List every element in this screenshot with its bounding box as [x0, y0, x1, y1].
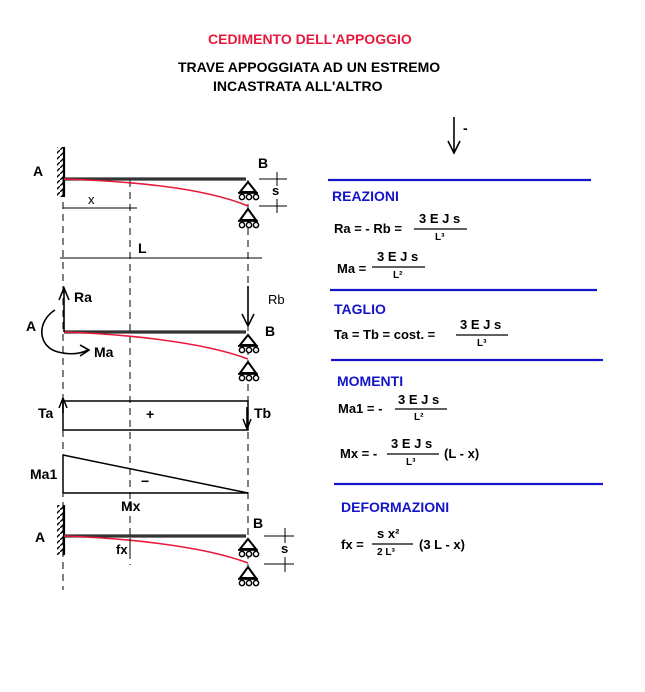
label-a-3: A — [35, 529, 46, 545]
ta-lhs: Ta = Tb = cost. = — [334, 327, 436, 342]
diagram-2-support-b-original — [238, 335, 259, 353]
label-tb: Tb — [254, 405, 272, 421]
diagram-3-support-b-settled — [238, 567, 259, 586]
diagram-2-support-b-settled — [238, 362, 259, 381]
mx-tail: (L - x) — [444, 446, 480, 461]
ta-numerator: 3 E J s — [460, 317, 502, 332]
diagram-2-beam — [64, 332, 248, 359]
mx-lhs: Mx = - — [340, 446, 378, 461]
label-a-2: A — [26, 318, 37, 334]
label-ra: Ra — [74, 289, 92, 305]
fx-tail: (3 L - x) — [419, 537, 465, 552]
label-rb: Rb — [268, 292, 285, 307]
label-ta: Ta — [38, 405, 54, 421]
label-x: x — [88, 192, 95, 207]
label-L: L — [138, 240, 147, 256]
subtitle-line1: TRAVE APPOGGIATA AD UN ESTREMO — [178, 59, 441, 75]
label-b-1: B — [258, 155, 269, 171]
ma-denominator: L² — [393, 270, 403, 281]
heading-taglio: TAGLIO — [334, 301, 386, 317]
label-a-1: A — [33, 163, 44, 179]
ra-denominator: L³ — [435, 232, 445, 243]
ma1-lhs: Ma1 = - — [338, 401, 383, 416]
ra-lhs: Ra = - Rb = — [334, 221, 402, 236]
diagram-1-beam — [57, 147, 248, 206]
moment-sign: − — [141, 473, 150, 489]
subtitle-line2: INCASTRATA ALL'ALTRO — [213, 78, 383, 94]
label-ma1: Ma1 — [30, 466, 58, 482]
label-mx: Mx — [121, 498, 141, 514]
mx-numerator: 3 E J s — [391, 436, 433, 451]
mx-denominator: L³ — [406, 457, 416, 468]
label-s-3: s — [281, 541, 289, 556]
reaction-ra-arrow — [59, 288, 69, 332]
moment-diagram — [63, 455, 248, 493]
ra-numerator: 3 E J s — [419, 211, 461, 226]
diagram-3-beam — [57, 505, 248, 563]
label-ma: Ma — [94, 344, 114, 360]
label-s-1: s — [272, 183, 280, 198]
ma-numerator: 3 E J s — [377, 249, 419, 264]
diagram-1-support-b-settled — [238, 209, 259, 228]
heading-deformazioni: DEFORMAZIONI — [341, 499, 450, 515]
ma-lhs: Ma = — [337, 261, 367, 276]
diagram-3-support-b-original — [238, 539, 259, 557]
label-b-3: B — [253, 515, 264, 531]
shear-diagram — [59, 398, 251, 430]
shear-sign: + — [146, 406, 155, 422]
title: CEDIMENTO DELL'APPOGGIO — [208, 31, 412, 47]
dashed-guides — [63, 178, 248, 590]
heading-momenti: MOMENTI — [337, 373, 404, 389]
label-b-2: B — [265, 323, 276, 339]
diagram-1-support-b-original — [238, 182, 259, 200]
label-fx: fx — [116, 542, 128, 557]
ma1-numerator: 3 E J s — [398, 392, 440, 407]
fx-denominator: 2 L³ — [377, 547, 395, 558]
ta-denominator: L³ — [477, 338, 487, 349]
heading-reazioni: REAZIONI — [332, 188, 399, 204]
sign-convention-arrow — [448, 117, 460, 153]
fx-numerator: s x² — [377, 526, 400, 541]
reaction-rb-arrow — [242, 286, 254, 326]
fx-lhs: fx = — [341, 537, 364, 552]
sign-convention-label: - — [463, 120, 468, 136]
diagram-3-settlement-dimension — [264, 528, 294, 572]
ma1-denominator: L² — [414, 412, 424, 423]
